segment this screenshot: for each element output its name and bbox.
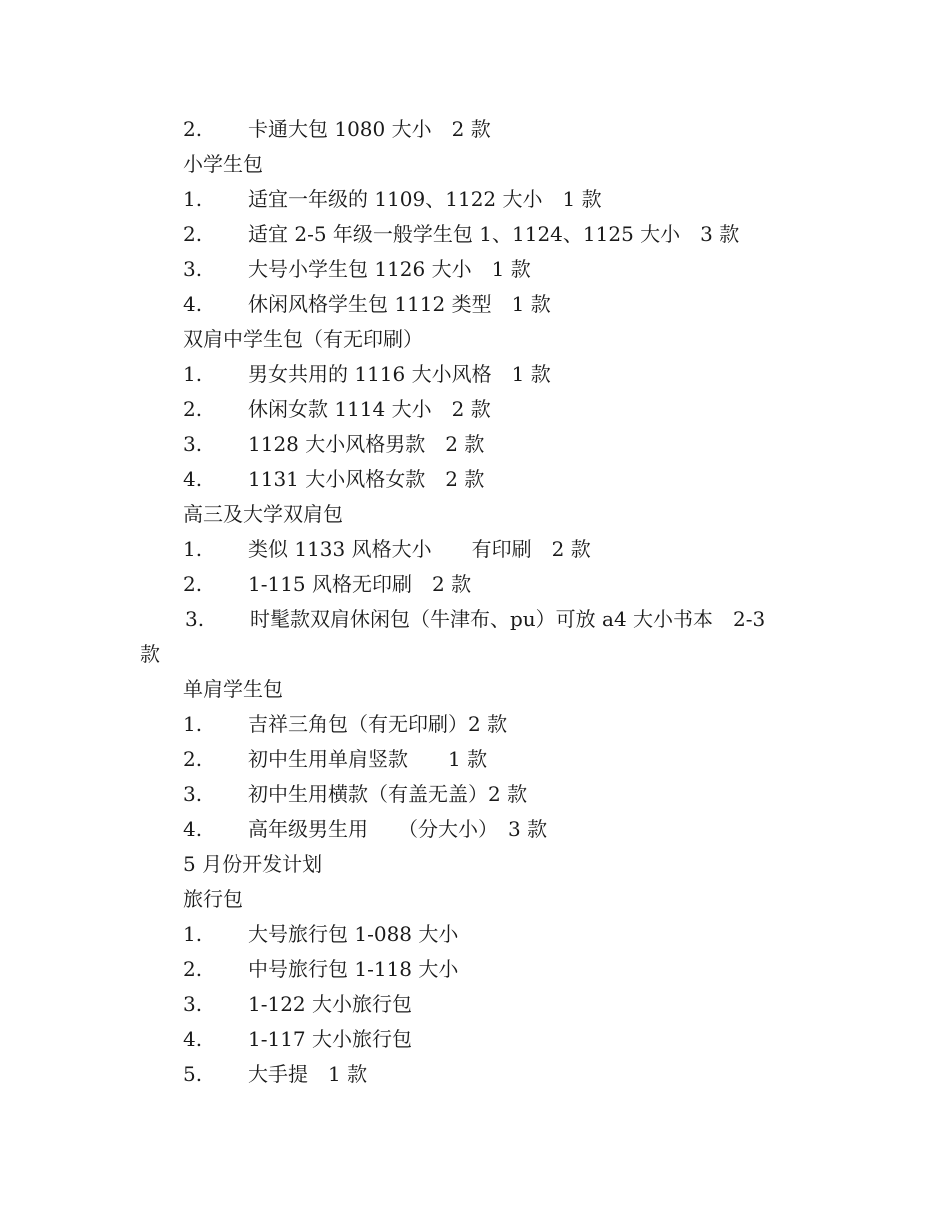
item-number: 1.: [183, 922, 203, 946]
item-text: 男女共用的 1116 大小风格 1 款: [248, 362, 551, 386]
item-number: 5.: [183, 1062, 203, 1086]
heading-text: 小学生包: [183, 152, 263, 176]
item-text: 时髦款双肩休闲包（牛津布、pu）可放 a4 大小书本 2-3: [250, 607, 766, 631]
item-text: 初中生用单肩竖款 1 款: [248, 747, 488, 771]
item-text: 1128 大小风格男款 2 款: [248, 432, 485, 456]
heading-text: 单肩学生包: [183, 677, 283, 701]
item-number: 3.: [183, 782, 203, 806]
item-text: 1-117 大小旅行包: [248, 1027, 413, 1051]
item-number: 1.: [183, 362, 203, 386]
item-number: 3.: [183, 992, 203, 1016]
section-heading: [0, 847, 950, 882]
item-number: 1.: [183, 537, 203, 561]
item-text: 卡通大包 1080 大小 2 款: [248, 117, 491, 141]
item-number: 3.: [185, 607, 205, 631]
item-text: 类似 1133 风格大小 有印刷 2 款: [248, 537, 591, 561]
list-item: [0, 182, 950, 217]
list-item: [0, 952, 950, 987]
item-number: 4.: [183, 467, 203, 491]
list-item: [0, 707, 950, 742]
list-item: [0, 602, 950, 637]
list-item: [0, 1022, 950, 1057]
item-text: 适宜一年级的 1109、1122 大小 1 款: [248, 187, 602, 211]
heading-text: 5 月份开发计划: [183, 852, 323, 876]
list-item: [0, 112, 950, 147]
heading-text: 双肩中学生包（有无印刷）: [183, 327, 423, 351]
list-item: [0, 532, 950, 567]
document-page: [0, 112, 950, 1092]
item-number: 4.: [183, 292, 203, 316]
continuation-text: 款: [140, 642, 160, 666]
item-number: 2.: [183, 117, 203, 141]
item-number: 2.: [183, 222, 203, 246]
item-text: 大号旅行包 1-088 大小: [248, 922, 459, 946]
list-item: [0, 462, 950, 497]
list-item: [0, 742, 950, 777]
item-number: 2.: [183, 957, 203, 981]
item-text: 1131 大小风格女款 2 款: [248, 467, 485, 491]
section-heading: [0, 882, 950, 917]
item-number: 1.: [183, 712, 203, 736]
list-item-continuation: [0, 637, 950, 672]
list-item: [0, 1057, 950, 1092]
list-item: [0, 252, 950, 287]
heading-text: 旅行包: [183, 887, 243, 911]
list-item: [0, 287, 950, 322]
list-item: [0, 812, 950, 847]
list-item: [0, 777, 950, 812]
item-text: 高年级男生用 （分大小） 3 款: [248, 817, 548, 841]
item-text: 1-122 大小旅行包: [248, 992, 413, 1016]
list-item: [0, 392, 950, 427]
item-text: 大手提 1 款: [248, 1062, 368, 1086]
item-text: 大号小学生包 1126 大小 1 款: [248, 257, 531, 281]
item-text: 休闲风格学生包 1112 类型 1 款: [248, 292, 551, 316]
item-text: 初中生用横款（有盖无盖）2 款: [248, 782, 528, 806]
list-item: [0, 987, 950, 1022]
item-number: 3.: [183, 432, 203, 456]
list-item: [0, 917, 950, 952]
item-number: 2.: [183, 572, 203, 596]
item-number: 4.: [183, 1027, 203, 1051]
item-number: 3.: [183, 257, 203, 281]
section-heading: [0, 322, 950, 357]
section-heading: [0, 497, 950, 532]
item-text: 吉祥三角包（有无印刷）2 款: [248, 712, 508, 736]
list-item: [0, 357, 950, 392]
item-number: 2.: [183, 397, 203, 421]
section-heading: [0, 672, 950, 707]
section-heading: [0, 147, 950, 182]
item-number: 4.: [183, 817, 203, 841]
item-text: 适宜 2-5 年级一般学生包 1、1124、1125 大小 3 款: [248, 222, 740, 246]
heading-text: 高三及大学双肩包: [183, 502, 343, 526]
list-item: [0, 217, 950, 252]
item-number: 1.: [183, 187, 203, 211]
item-text: 休闲女款 1114 大小 2 款: [248, 397, 491, 421]
list-item: [0, 567, 950, 602]
item-text: 1-115 风格无印刷 2 款: [248, 572, 472, 596]
list-item: [0, 427, 950, 462]
item-text: 中号旅行包 1-118 大小: [248, 957, 459, 981]
item-number: 2.: [183, 747, 203, 771]
